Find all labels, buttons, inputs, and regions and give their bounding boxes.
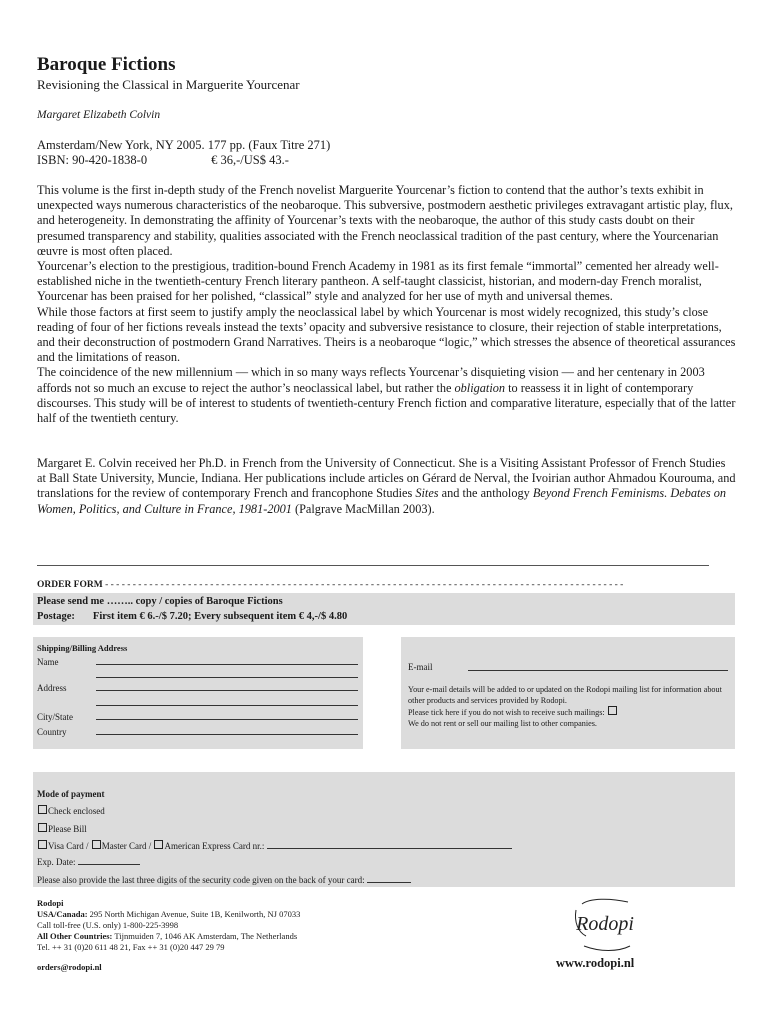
payment-title: Mode of payment <box>37 789 105 799</box>
description-paragraph: Yourcenar’s election to the prestigious, tradition-bound French Academy in 1981 as its first female “immortal” cemented her already well-established niche in the twentieth-century French literary pantheon. A self-taught classicist, historian, and modern-day French moralist, Yourcenar has been praised for her polished, “classical” style and analyzed for her use of myth and universal themes. <box>37 259 719 304</box>
address-field-line2[interactable] <box>96 705 358 706</box>
isbn-price-line <box>37 153 330 168</box>
name-label: Name <box>37 657 59 667</box>
orders-email[interactable]: orders@rodopi.nl <box>37 962 102 972</box>
publication-details <box>37 138 330 168</box>
country-field[interactable] <box>96 734 358 735</box>
publisher-name: Rodopi <box>37 898 64 908</box>
order-form-heading: ORDER FORM - - - - - - - - - - - - - - - - - - - - - - - - - - - - - - - - - - - - - - - - - - - - - - - - - - - - - - - - - - - - - - - - - - - - - - - - - - - - - - - - - - - - - - - - - - - - - - <box>37 580 624 590</box>
check-option[interactable]: Check enclosed <box>37 805 105 816</box>
address-field[interactable] <box>96 690 358 691</box>
card-number-field[interactable] <box>267 840 512 849</box>
shipping-address-box <box>33 637 363 749</box>
description-paragraph: The coincidence of the new millennium — which in so many ways reflects Yourcenar’s disquieting vision — and her centenary in 2003 affords not so much an excuse to reject the author’s neoclassical label, but rather the obligation to reassess it in light of contemporary discourses. This study will be of interest to students of twentieth-century French fiction and comparative literature, especially that of the latter half of the twentieth century. <box>37 365 736 426</box>
email-label: E-mail <box>408 662 433 672</box>
website-url[interactable]: www.rodopi.nl <box>556 956 635 970</box>
optout-line: Please tick here if you do not wish to receive such mailings: <box>408 706 734 719</box>
name-field[interactable] <box>96 664 358 665</box>
amex-checkbox[interactable] <box>154 840 163 849</box>
email-note: Your e-mail details will be added to or updated on the Rodopi mailing list for information about other products and services provided by Rodopi. Please tick here if you do not wish to receive such mailings: We do not rent or sell our mailing list to other companies. <box>408 685 734 729</box>
description-paragraph: This volume is the first in-depth study of the French novelist Marguerite Yourcenar’s fiction to contend that the author’s texts exhibit in unexpected ways numerous characteristics of the neobaroque. This subversive, postmodern aesthetic privileges extravagant artistic play, flux, and heterogeneity. In demonstrating the affinity of Yourcenar’s texts with the neobaroque, the author of this study casts doubt on their presumed transparency and stability, qualities associated with the French neoclassical tradition of the past century, where the Yourcenarian œuvre is most often placed. <box>37 183 733 258</box>
email-field[interactable] <box>468 670 728 671</box>
tollfree: Call toll-free (U.S. only) 1-800-225-3998 <box>37 920 179 930</box>
description <box>37 183 737 426</box>
payment-box <box>33 772 735 887</box>
security-code-line: Please also provide the last three digits of the security code given on the back of your card: <box>37 874 411 885</box>
rodopi-logo-text: Rodopi <box>576 913 634 935</box>
city-state-field[interactable] <box>96 719 358 720</box>
optout-checkbox[interactable] <box>608 706 617 715</box>
price: € 36,-/US$ 43.- <box>211 153 289 167</box>
book-author: Margaret Elizabeth Colvin <box>37 109 161 121</box>
bill-checkbox[interactable] <box>38 823 47 832</box>
exp-date-field[interactable] <box>78 856 140 865</box>
book-title: Baroque Fictions <box>37 54 176 75</box>
usa-address: USA/Canada: 295 North Michigan Avenue, Suite 1B, Kenilworth, NJ 07033 <box>37 909 301 919</box>
isbn: ISBN: 90-420-1838-0 <box>37 153 148 167</box>
postage-line: Postage: First item € 6.-/$ 7.20; Every subsequent item € 4,-/$ 4.80 <box>37 611 348 622</box>
author-bio: Margaret E. Colvin received her Ph.D. in French from the University of Connecticut. She is a Visiting Assistant Professor of French Studies at Ball State University, Muncie, Indiana. Her publications include articles on Gérard de Nerval, the Ivoirian author Ahmadou Kourouma, and translations for the review of contemporary French and francophone Studies Sites and the anthology Beyond French Feminisms. Debates on Women, Politics, and Culture in France, 1981-2001 (Palgrave MacMillan 2003). <box>37 456 736 516</box>
description-paragraph: While those factors at first seem to justify amply the neoclassical label by which Yourcenar is most widely recognized, this study’s close reading of four of her fictions reveals instead the texts’ opacity and subversive resistance to closure, their rejection of stable interpretations, and their deconstruction of postmodern Grand Narratives. Theirs is a neobaroque “logic,” which stresses the absence of theoretical assurances and the limitations of reason. <box>37 304 736 365</box>
publisher-info <box>37 898 300 953</box>
book-subtitle: Revisioning the Classical in Marguerite Yourcenar <box>37 77 300 92</box>
exp-date-line: Exp. Date: <box>37 856 140 867</box>
master-checkbox[interactable] <box>92 840 101 849</box>
check-checkbox[interactable] <box>38 805 47 814</box>
bill-option[interactable]: Please Bill <box>37 823 87 834</box>
security-code-field[interactable] <box>367 874 411 883</box>
card-options: Visa Card / Master Card / American Express Card nr.: <box>37 840 512 851</box>
visa-checkbox[interactable] <box>38 840 47 849</box>
order-quantity-line[interactable]: Please send me …….. copy / copies of Baroque Fictions <box>37 596 283 607</box>
rodopi-logo <box>570 896 640 956</box>
tel-fax: Tel. ++ 31 (0)20 611 48 21, Fax ++ 31 (0)20 447 29 79 <box>37 942 225 952</box>
address-label: Address <box>37 683 67 693</box>
country-label: Country <box>37 727 67 737</box>
divider <box>37 565 709 566</box>
name-field-line2[interactable] <box>96 677 358 678</box>
publication-info: Amsterdam/New York, NY 2005. 177 pp. (Faux Titre 271) <box>37 138 331 152</box>
other-address: All Other Countries: Tijnmuiden 7, 1046 AK Amsterdam, The Netherlands <box>37 931 298 941</box>
shipping-title: Shipping/Billing Address <box>37 643 128 653</box>
city-state-label: City/State <box>37 712 73 722</box>
